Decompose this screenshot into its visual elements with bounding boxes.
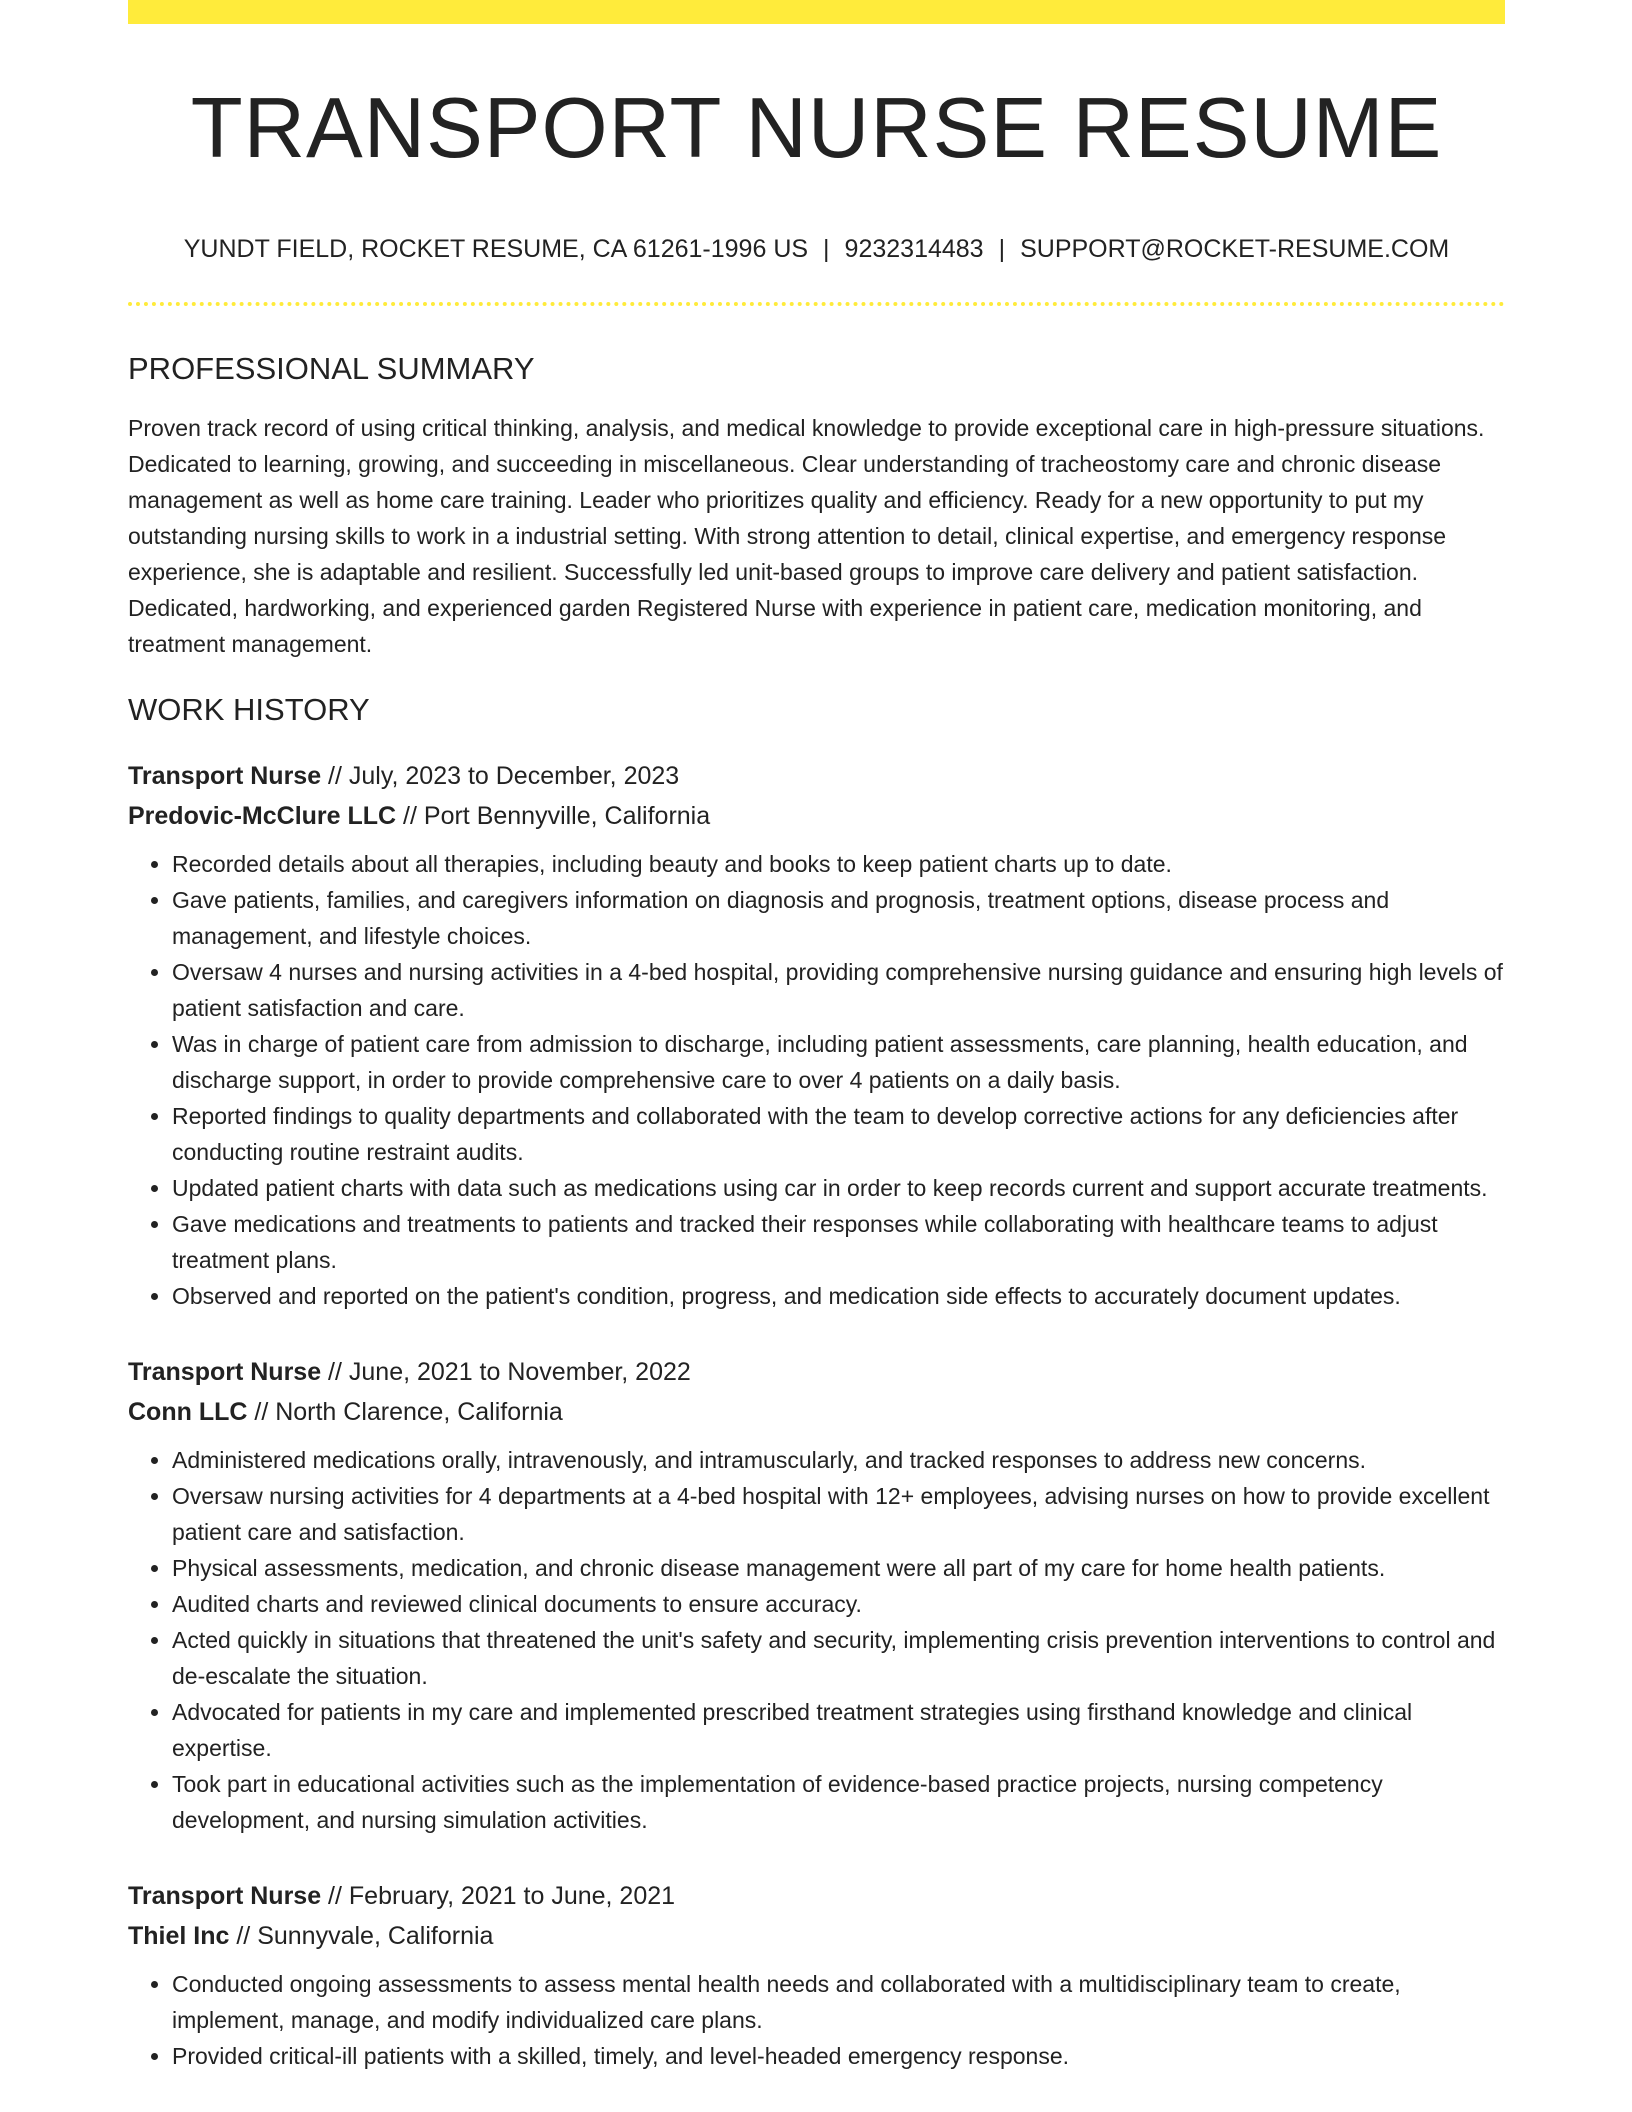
job-title: Transport Nurse (128, 761, 322, 790)
job-entry (128, 1352, 1505, 1838)
resume-page (128, 0, 1505, 2074)
job-location: // Port Bennyville, California (396, 801, 711, 830)
resume-title: TRANSPORT NURSE RESUME (190, 81, 1443, 176)
contact-email: SUPPORT@ROCKET-RESUME.COM (1020, 234, 1450, 263)
contact-address: YUNDT FIELD, ROCKET RESUME, CA 61261-1996 US (183, 234, 809, 263)
job-bullets (128, 1966, 1505, 2074)
job-title: Transport Nurse (128, 1881, 322, 1910)
job-bullet: • Conducted ongoing assessments to assess mental health needs and collaborated with a multidisciplinary team to create, implement, manage, and modify individualized care plans. (172, 1966, 1505, 2038)
job-company-line (128, 796, 1505, 836)
summary-heading: PROFESSIONAL SUMMARY (128, 350, 535, 386)
job-company-line (128, 1916, 1505, 1956)
job-bullet: • Physical assessments, medication, and chronic disease management were all part of my care for home health patients. (172, 1550, 1505, 1586)
job-entry (128, 756, 1505, 1314)
job-bullet: • Took part in educational activities such as the implementation of evidence-based practice projects, nursing competency development, and nursing simulation activities. (172, 1766, 1505, 1838)
job-bullet: • Was in charge of patient care from admission to discharge, including patient assessments, care planning, health education, and discharge support, in order to provide comprehensive care to over 4 patients on a daily basis. (172, 1026, 1505, 1098)
job-company: Thiel Inc (128, 1921, 230, 1950)
job-bullet: • Audited charts and reviewed clinical documents to ensure accuracy. (172, 1586, 1505, 1622)
job-entry (128, 1876, 1505, 2074)
job-company-line (128, 1392, 1505, 1432)
summary-text: Proven track record of using critical thinking, analysis, and medical knowledge to provide exceptional care in high-pressure situations. Dedicated to learning, growing, and succeeding in miscellaneous. Clear understanding of tracheostomy care and chronic disease management as well as home care training. Leader who prioritizes quality and efficiency. Ready for a new opportunity to put my outstanding nursing skills to work in a industrial setting. With strong attention to detail, clinical expertise, and emergency response experience, she is adaptable and resilient. Successfully led unit-based groups to improve care delivery and patient satisfaction. Dedicated, hardworking, and experienced garden Registered Nurse with experience in patient care, medication monitoring, and treatment management. (128, 414, 1485, 657)
job-bullet: • Observed and reported on the patient's condition, progress, and medication side effects to accurately document updates. (172, 1278, 1505, 1314)
job-company: Predovic-McClure LLC (128, 801, 397, 830)
job-bullet: • Oversaw nursing activities for 4 departments at a 4-bed hospital with 12+ employees, advising nurses on how to provide excellent patient care and satisfaction. (172, 1478, 1505, 1550)
job-dates: // June, 2021 to November, 2022 (321, 1357, 691, 1386)
work-history-heading: WORK HISTORY (128, 691, 370, 727)
job-bullet: • Gave medications and treatments to patients and tracked their responses while collaborating with healthcare teams to adjust treatment plans. (172, 1206, 1505, 1278)
job-title-line (128, 756, 1505, 796)
dotted-divider (128, 302, 1505, 306)
contact-phone: 9232314483 (844, 234, 984, 263)
contact-line (128, 234, 1505, 264)
job-bullet: • Gave patients, families, and caregivers information on diagnosis and prognosis, treatment options, disease process and management, and lifestyle choices. (172, 882, 1505, 954)
job-bullet: • Advocated for patients in my care and implemented prescribed treatment strategies using firsthand knowledge and clinical expertise. (172, 1694, 1505, 1766)
contact-separator: | (998, 234, 1006, 263)
job-bullets (128, 846, 1505, 1314)
job-title-line (128, 1876, 1505, 1916)
job-bullets (128, 1442, 1505, 1838)
contact-separator: | (823, 234, 830, 263)
job-location: // North Clarence, California (247, 1397, 563, 1426)
job-bullet: • Updated patient charts with data such as medications using car in order to keep records current and support accurate treatments. (172, 1170, 1505, 1206)
accent-top-bar (128, 0, 1505, 24)
job-bullet: • Oversaw 4 nurses and nursing activities in a 4-bed hospital, providing comprehensive nursing guidance and ensuring high levels of patient satisfaction and care. (172, 954, 1505, 1026)
job-location: // Sunnyvale, California (229, 1921, 494, 1950)
job-bullet: • Recorded details about all therapies, including beauty and books to keep patient charts up to date. (172, 846, 1505, 882)
job-bullet: • Provided critical-ill patients with a skilled, timely, and level-headed emergency response. (172, 2038, 1505, 2074)
job-title-line (128, 1352, 1505, 1392)
job-bullet: • Acted quickly in situations that threatened the unit's safety and security, implementing crisis prevention interventions to control and de-escalate the situation. (172, 1622, 1505, 1694)
job-dates: // February, 2021 to June, 2021 (321, 1881, 676, 1910)
job-company: Conn LLC (128, 1397, 248, 1426)
job-bullet: • Reported findings to quality departments and collaborated with the team to develop corrective actions for any deficiencies after conducting routine restraint audits. (172, 1098, 1505, 1170)
job-bullet: • Administered medications orally, intravenously, and intramuscularly, and tracked responses to address new concerns. (172, 1442, 1505, 1478)
job-dates: // July, 2023 to December, 2023 (321, 761, 680, 790)
job-title: Transport Nurse (128, 1357, 322, 1386)
